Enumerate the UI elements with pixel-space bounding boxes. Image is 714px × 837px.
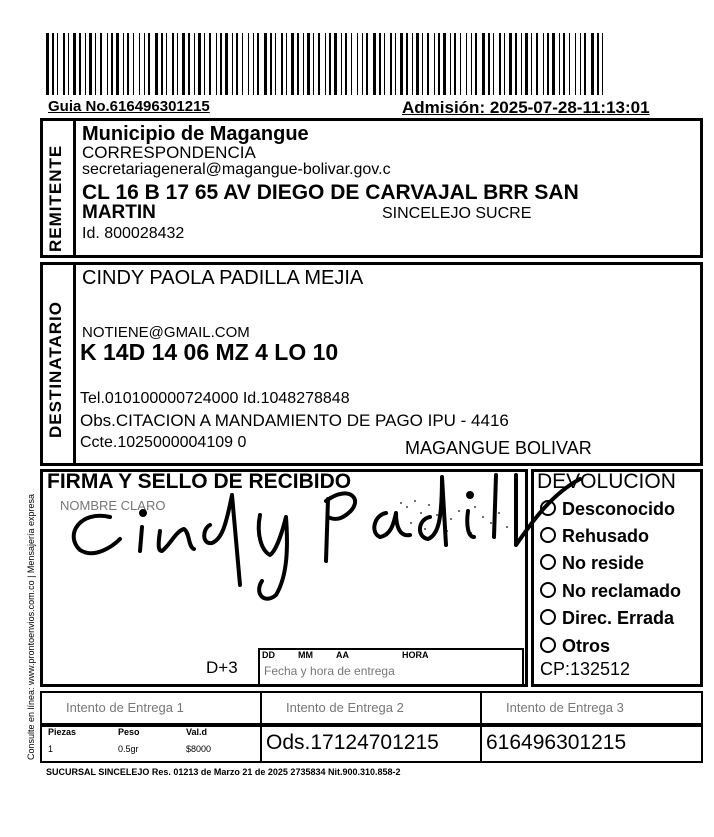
remitente-email: secretariageneral@magangue-bolivar.gov.c (82, 161, 391, 178)
option-rehusado[interactable] (540, 526, 649, 547)
destinatario-city: MAGANGUE BOLIVAR (405, 438, 592, 458)
barcode-bar (275, 33, 276, 95)
barcode-bar (68, 33, 69, 95)
bottom-divider-2 (480, 725, 482, 763)
barcode-bar (460, 33, 461, 95)
barcode-bar (531, 33, 532, 95)
option-direc-errada[interactable] (540, 608, 674, 629)
barcode-bar (488, 33, 490, 95)
barcode-bar (107, 33, 108, 95)
barcode-bar (325, 33, 326, 95)
option-label: No reside (562, 553, 645, 573)
destinatario-cc: Ccte.1025000004109 0 (80, 434, 247, 451)
barcode-bar (362, 33, 363, 95)
barcode-bar (569, 33, 570, 95)
intento-2: Intento de Entrega 2 (286, 700, 404, 715)
barcode-bar (434, 33, 435, 95)
option-label: Direc. Errada (562, 608, 675, 628)
barcode-bar (248, 33, 249, 95)
destinatario-name: CINDY PAOLA PADILLA MEJIA (82, 267, 364, 289)
barcode-bar (443, 33, 446, 95)
date-label-mm: MM (298, 650, 313, 660)
barcode-bar (127, 33, 129, 95)
value-valor: $8000 (186, 744, 212, 754)
barcode-bar (257, 33, 259, 95)
barcode-bar (209, 33, 211, 95)
barcode-bar (412, 33, 413, 95)
barcode-bar (482, 33, 485, 95)
barcode-bar (166, 33, 167, 95)
barcode-bar (95, 33, 96, 95)
barcode-bar (111, 33, 113, 95)
devolucion-title: DEVOLUCION (537, 470, 676, 493)
barcode-bar (188, 33, 190, 95)
admision-date: Admisión: 2025-07-28-11:13:01 (402, 98, 650, 117)
nombre-claro-label: NOMBRE CLARO (60, 498, 166, 513)
barcode-bar (139, 33, 140, 95)
barcode-bar (357, 33, 358, 95)
barcode-bar (52, 33, 54, 95)
firma-title: FIRMA Y SELLO DE RECIBIDO (47, 470, 352, 493)
radio-icon (540, 609, 556, 625)
barcode-bar (602, 33, 603, 95)
option-desconocido[interactable] (540, 499, 675, 520)
remitente-name: Municipio de Magangue (82, 123, 309, 145)
barcode-bar (395, 33, 396, 95)
barcode-bar (597, 33, 599, 95)
barcode-bar (400, 33, 403, 95)
option-no-reclamado[interactable] (540, 581, 681, 602)
ods-number: Ods.17124701215 (266, 731, 439, 754)
barcode-bar (521, 33, 522, 95)
barcode-bar (313, 33, 314, 95)
radio-icon (540, 527, 556, 543)
barcode-bar (334, 33, 337, 95)
barcode-bar (133, 33, 134, 95)
barcode-bar (264, 33, 267, 95)
barcode-bar (543, 33, 544, 95)
barcode-bar (584, 33, 586, 95)
side-website-text: Consulte en línea: www.prontoenvios.com.co | Mensajería expresa (26, 494, 36, 760)
barcode (46, 33, 606, 97)
intento-divider-1 (260, 691, 262, 725)
header-piezas: Piezas (48, 727, 77, 737)
barcode-bar (318, 33, 320, 95)
barcode-bar (307, 33, 310, 95)
barcode-bar (161, 33, 163, 95)
value-peso: 0.5gr (118, 744, 139, 754)
destinatario-email: NOTIENE@GMAIL.COM (82, 324, 250, 341)
barcode-bar (450, 33, 451, 95)
barcode-bar (427, 33, 429, 95)
barcode-bar (515, 33, 517, 95)
barcode-bar (85, 33, 86, 95)
remitente-city: SINCELEJO SUCRE (382, 205, 532, 222)
bottom-divider-1 (260, 725, 262, 763)
barcode-bar (79, 33, 81, 95)
barcode-bar (297, 33, 299, 95)
barcode-bar (144, 33, 145, 95)
destinatario-tel: Tel.010100000724000 Id.1048278848 (80, 390, 350, 407)
barcode-bar (591, 33, 594, 95)
date-label-aa: AA (336, 650, 349, 660)
radio-icon (540, 582, 556, 598)
barcode-bar (198, 33, 201, 95)
barcode-bar (270, 33, 272, 95)
destinatario-obs: Obs.CITACION A MANDAMIENTO DE PAGO IPU - 4416 (80, 411, 509, 430)
intento-3: Intento de Entrega 3 (506, 700, 624, 715)
intento-divider-2 (480, 691, 482, 725)
barcode-bar (194, 33, 195, 95)
value-piezas: 1 (48, 744, 54, 754)
guia-number: Guia No.616496301215 (48, 98, 210, 115)
barcode-bar (390, 33, 392, 95)
remitente-address: CL 16 B 17 65 AV DIEGO DE CARVAJAL BRR SAN (82, 181, 579, 204)
barcode-bar (341, 33, 342, 95)
intento-1: Intento de Entrega 1 (66, 700, 184, 715)
barcode-bar (236, 33, 238, 95)
barcode-bar (172, 33, 174, 95)
barcode-bar (177, 33, 178, 95)
barcode-bar (155, 33, 158, 95)
barcode-bar (63, 33, 65, 95)
option-label: No reclamado (562, 581, 682, 601)
barcode-bar (281, 33, 283, 95)
header-valor: Val.d (186, 727, 208, 737)
barcode-bar (351, 33, 352, 95)
guide-number: 616496301215 (486, 731, 627, 754)
barcode-bar (384, 33, 385, 95)
barcode-bar (57, 33, 58, 95)
barcode-bar (253, 33, 254, 95)
barcode-bar (366, 33, 368, 95)
barcode-bar (406, 33, 408, 95)
signature (50, 455, 610, 615)
barcode-bar (286, 33, 287, 95)
barcode-bar (123, 33, 124, 95)
date-caption: Fecha y hora de entrega (264, 664, 395, 678)
barcode-bar (73, 33, 76, 95)
remitente-label: REMITENTE (46, 144, 65, 252)
footer-text: SUCURSAL SINCELEJO Res. 01213 de Marzo 21 de 2025 2735834 Nit.900.310.858-2 (46, 767, 401, 777)
barcode-bar (46, 33, 49, 95)
barcode-bar (220, 33, 222, 95)
destinatario-label: DESTINATARIO (46, 301, 65, 438)
barcode-bar (422, 33, 423, 95)
barcode-bar (580, 33, 581, 95)
barcode-bar (242, 33, 243, 95)
barcode-bar (148, 33, 150, 95)
barcode-bar (438, 33, 440, 95)
radio-icon (540, 500, 556, 516)
barcode-bar (116, 33, 119, 95)
barcode-bar (471, 33, 472, 95)
barcode-bar (509, 33, 512, 95)
barcode-bar (216, 33, 217, 95)
barcode-bar (493, 33, 494, 95)
barcode-bar (182, 33, 185, 95)
option-otros[interactable] (540, 636, 610, 657)
barcode-bar (100, 33, 102, 95)
barcode-bar (504, 33, 505, 95)
barcode-bar (563, 33, 565, 95)
barcode-bar (525, 33, 528, 95)
barcode-bar (547, 33, 549, 95)
barcode-bar (379, 33, 381, 95)
header-peso: Peso (118, 727, 140, 737)
option-label: Desconocido (562, 499, 676, 519)
barcode-bar (291, 33, 294, 95)
date-label-hora: HORA (402, 650, 429, 660)
option-label: Rehusado (562, 526, 650, 546)
barcode-bar (466, 33, 467, 95)
barcode-bar (499, 33, 501, 95)
date-label-dd: DD (262, 650, 275, 660)
barcode-bar (373, 33, 376, 95)
barcode-bar (536, 33, 538, 95)
barcode-bar (559, 33, 560, 95)
remitente-dept: CORRESPONDENCIA (82, 143, 256, 162)
barcode-bar (345, 33, 347, 95)
barcode-bar (575, 33, 576, 95)
option-no-reside[interactable] (540, 553, 644, 574)
barcode-bar (225, 33, 228, 95)
barcode-bar (552, 33, 555, 95)
cp-code: CP:132512 (540, 659, 631, 679)
barcode-bar (204, 33, 205, 95)
option-label: Otros (562, 636, 611, 656)
remitente-address-2: MARTIN (82, 202, 156, 223)
barcode-bar (454, 33, 456, 95)
radio-icon (540, 554, 556, 570)
barcode-bar (89, 33, 92, 95)
destinatario-address: K 14D 14 06 MZ 4 LO 10 (80, 339, 339, 365)
radio-icon (540, 637, 556, 653)
remitente-id: Id. 800028432 (82, 225, 185, 242)
barcode-bar (232, 33, 233, 95)
barcode-bar (416, 33, 419, 95)
barcode-bar (475, 33, 477, 95)
barcode-bar (329, 33, 331, 95)
barcode-bar (303, 33, 304, 95)
d3-label: D+3 (206, 658, 238, 677)
